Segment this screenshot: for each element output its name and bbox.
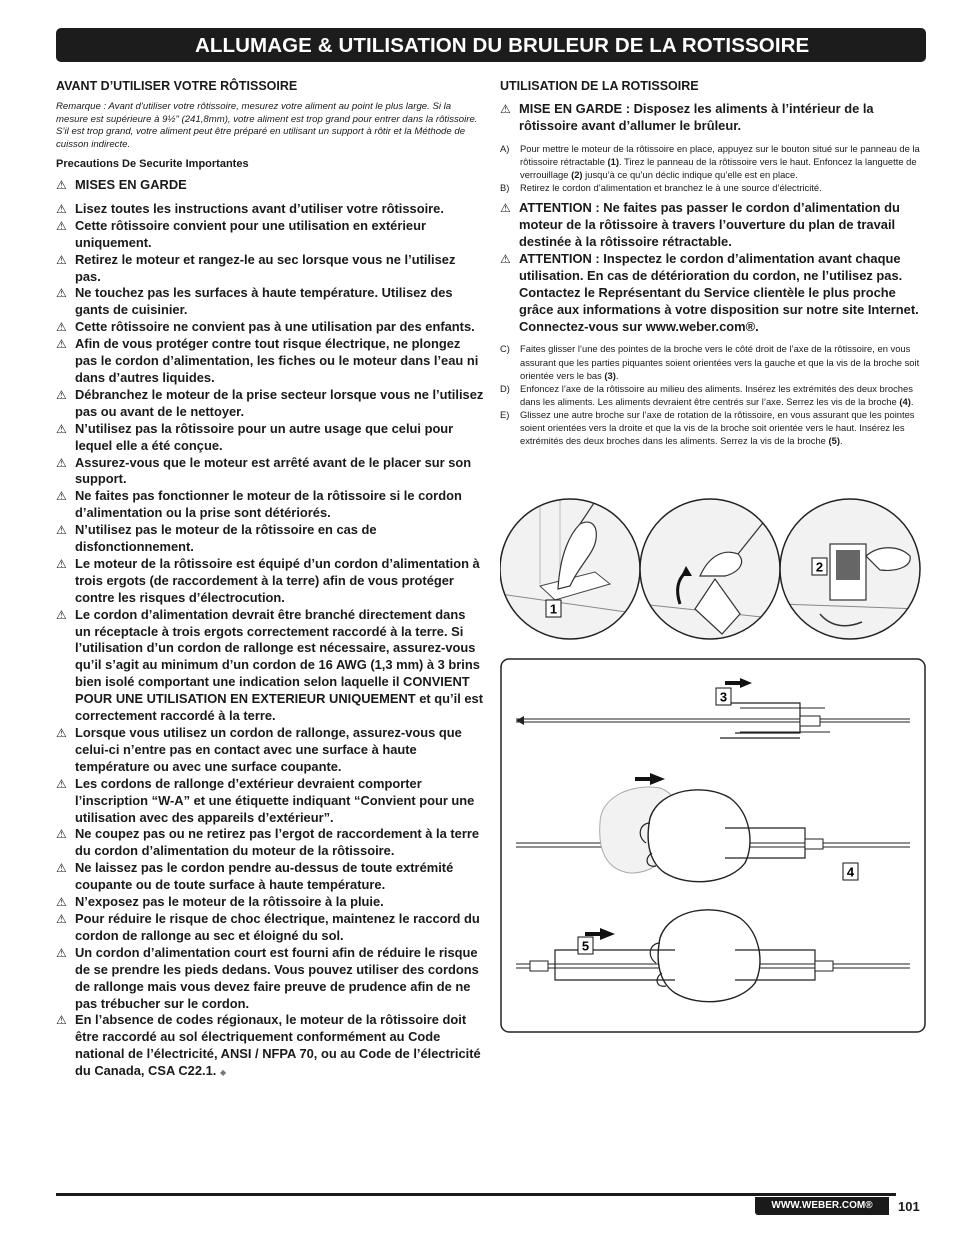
warning-item: ⚠ MISE EN GARDE : Disposez les aliments à l’intérieur de la rôtissoire avant d’allumer le brûleur. xyxy=(500,101,874,133)
footer-website: WWW.WEBER.COM® xyxy=(755,1197,889,1215)
warning-icon: ⚠ xyxy=(56,776,67,791)
section-heading-using-rotisserie: UTILISATION DE LA ROTISSOIRE xyxy=(500,79,699,93)
page-title: ALLUMAGE & UTILISATION DU BRULEUR DE LA ROTISSOIRE xyxy=(56,28,926,62)
callout-label-4 xyxy=(843,863,858,880)
section-heading-before-use: AVANT D’UTILISER VOTRE RÔTISSOIRE xyxy=(56,79,298,93)
motor-installation-illustration xyxy=(500,494,926,644)
warning-icon: ⚠ xyxy=(56,726,67,740)
warning-item: ⚠ Ne laissez pas le cordon pendre au-dessus de toute extrémité coupante ou de toute surface à haute température. xyxy=(56,860,454,893)
warning-icon: ⚠ xyxy=(56,489,67,504)
warning-icon: ⚠ xyxy=(56,201,67,216)
warning-item: ⚠ ATTENTION : Inspectez le cordon d’alimentation avant chaque utilisation. En cas de détérioration du cordon, ne l’utilisez pas. Contactez le Représentant du Service clientèle le plus proche grâce aux informations à votre disposition sur notre site Internet. Connectez-vous sur www.weber.com®. xyxy=(500,250,919,334)
warning-icon: ⚠ xyxy=(56,911,67,926)
callout-label-1 xyxy=(546,600,561,617)
warning-icon: ⚠ xyxy=(500,251,511,266)
warning-icon: ⚠ xyxy=(500,102,511,116)
svg-text:3: 3 xyxy=(719,689,728,705)
warning-item: ⚠ Lisez toutes les instructions avant d’utiliser votre rôtissoire. xyxy=(56,200,444,216)
warning-icon: ⚠ xyxy=(56,252,67,267)
warning-item: ⚠ Ne coupez pas ou ne retirez pas l’ergot de raccordement à la terre du cordon d’alimentation du moteur de la rôtissoire. xyxy=(56,826,480,859)
warning-item: ⚠ Afin de vous protéger contre tout risque électrique, ne plongez pas le cordon d’alimentation, les fiches ou le moteur dans l’eau ni dans d’autres liquides. xyxy=(56,336,479,385)
spit-fork-assembly-illustration xyxy=(500,658,926,1033)
warning-icon: ⚠ xyxy=(56,1013,67,1028)
warning-icon: ⚠ xyxy=(56,286,67,301)
svg-text:2: 2 xyxy=(815,559,824,575)
warning-item: ⚠ Lorsque vous utilisez un cordon de rallonge, assurez-vous que celui-ci n’entre pas en contact avec une surface à haute température ou avec une surface coupante. xyxy=(56,725,462,774)
callout-label-3 xyxy=(716,688,731,705)
warning-icon: ⚠ xyxy=(56,556,67,571)
warning-item: ⚠ N’utilisez pas le moteur de la rôtissoire en cas de disfonctionnement. xyxy=(56,522,377,555)
warning-item: ⚠ Pour réduire le risque de choc électrique, maintenez le raccord du cordon de rallonge au sec et éloigné du sol. xyxy=(56,910,480,943)
measurement-note: Remarque : Avant d’utiliser votre rôtissoire, mesurez votre aliment au point le plus large. Si la mesure est supérieure à 9½" (241,8mm), votre aliment est trop grand pour entrer dans la rôtissoire. S’il est trop grand, votre aliment peut être préparé en utilisant un support à rôtir et la Méthode de cuisson indirecte. xyxy=(56,101,478,150)
warning-item: ⚠ Un cordon d’alimentation court est fourni afin de réduire le risque de se prendre les pieds dedans. Vous pouvez utiliser des cordons de rallonge mais vous devez faire preuve de prudence afin de ne pas trébucher sur le cordon. xyxy=(56,944,479,1011)
warning-icon: ⚠ xyxy=(56,827,67,842)
warning-icon: ⚠ xyxy=(56,178,67,192)
warning-icon: ⚠ xyxy=(56,421,67,436)
panel-lift-circle xyxy=(640,494,780,644)
warning-item: ⚠ Débranchez le moteur de la prise secteur lorsque vous ne l’utilisez pas ou avant de le nettoyer. xyxy=(56,386,484,419)
warning-item: ⚠ ATTENTION : Ne faites pas passer le cordon d’alimentation du moteur de la rôtissoire à travers l’ouverture du plan de travail destinée à la rôtissoire rétractable. xyxy=(500,200,900,249)
warning-icon: ⚠ xyxy=(56,861,67,876)
warning-item: ⚠ Cette rôtissoire ne convient pas à une utilisation par des enfants. xyxy=(56,319,475,335)
warning-item: ⚠ N’exposez pas le moteur de la rôtissoire à la pluie. xyxy=(56,894,384,910)
callout-label-2 xyxy=(812,558,827,575)
panel-button-circle xyxy=(500,494,640,644)
step-d: D) Enfoncez l’axe de la rôtissoire au milieu des aliments. Insérez les extrémités des deux broches dans les aliments. Les aliments devraient être centrés sur l’axe. Serrez les vis de la broche (4). xyxy=(500,382,914,407)
warning-icon: ⚠ xyxy=(56,607,67,622)
precautions-subheading: Precautions De Securite Importantes xyxy=(56,158,249,170)
callout-label-5 xyxy=(578,937,593,954)
warning-list xyxy=(56,201,484,1082)
warning-item: ⚠ Ne touchez pas les surfaces à haute température. Utilisez des gants de cuisinier. xyxy=(56,285,453,318)
warning-item: ⚠ Le cordon d’alimentation devrait être branché directement dans un réceptacle à trois ergots correctement raccordé à la terre. Si l’utilisation d’un cordon de rallonge est nécessaire, assurez-vous qu’il s’agit au minimum d’un cordon de 16 AWG (1,3 mm) à 3 brins bien isolé comportant une indication selon laquelle il CONVIENT POUR UNE UTILISATION EN EXTERIEUR UNIQUEMENT et qu’il est correctement raccordé à la terre. xyxy=(56,606,483,724)
warning-icon: ⚠ xyxy=(56,387,67,402)
svg-text:5: 5 xyxy=(581,938,590,954)
warning-icon: ⚠ xyxy=(56,523,67,538)
warning-item: ⚠ Le moteur de la rôtissoire est équipé d’un cordon d’alimentation à trois ergots (de raccordement à la terre) afin de vous protéger contre les risques d’électrocution. xyxy=(56,555,480,605)
warning-item: ⚠ Cette rôtissoire convient pour une utilisation en extérieur uniquement. xyxy=(56,217,426,250)
step-e: E) Glissez une autre broche sur l’axe de rotation de la rôtissoire, en vous assurant que les pointes soient orientées vers la droite et que la vis de la broche soit orientée vers le haut. Insérez les extrémités des deux broches dans les aliments. Serrez la vis de la broche (5). xyxy=(500,408,915,447)
right-column xyxy=(500,79,928,447)
warning-icon: ⚠ xyxy=(500,201,511,216)
step-a: A) Pour mettre le moteur de la rôtissoire en place, appuyez sur le bouton situé sur le panneau de la rôtissoire rétractable (1). Tirez le panneau de la rôtissoire vers le haut. Enfoncez la languette de verrouillage (2) jusqu’à ce qu’un déclic indique qu’elle est en place. xyxy=(500,142,920,180)
warning-item: ⚠ Retirez le moteur et rangez-le au sec lorsque vous ne l’utilisez pas. xyxy=(56,251,456,284)
svg-text:1: 1 xyxy=(549,601,558,617)
step-b: B) Retirez le cordon d’alimentation et branchez le à une source d’électricité. xyxy=(500,182,822,194)
warning-item: ⚠ Assurez-vous que le moteur est arrêté avant de le placer sur son support. xyxy=(56,454,472,487)
warning-icon: ⚠ xyxy=(56,895,67,910)
page-number: 101 xyxy=(898,1199,920,1214)
svg-text:4: 4 xyxy=(846,864,855,880)
warning-icon: ⚠ xyxy=(56,320,67,335)
warning-item: ⚠ Les cordons de rallonge d’extérieur devraient comporter l’inscription “W-A” et une étiquette indiquant “Convient pour une utilisation avec des appareils d’extérieur”. xyxy=(56,775,475,825)
step-c: C) Faites glisser l’une des pointes de la broche vers le côté droit de l’axe de la rôtissoire, en vous assurant que les parties piquantes soient orientées vers la gauche et que la vis de la broche soit orientée vers le bas (3). xyxy=(500,343,920,381)
warnings-heading: ⚠ MISES EN GARDE xyxy=(56,177,187,192)
end-of-section-diamond-icon: ◆ xyxy=(219,1068,227,1078)
warning-item: ⚠ En l’absence de codes régionaux, le moteur de la rôtissoire doit être raccordé au sol électriquement conformément au Code national de l’électricité, ANSI / NFPA 70, ou au Code de l’électricité du Canada, CSA C22.1. ◆ xyxy=(56,1012,484,1082)
left-column xyxy=(56,79,484,1082)
warning-icon: ⚠ xyxy=(56,218,67,233)
footer-rule xyxy=(56,1193,896,1196)
warning-icon: ⚠ xyxy=(56,455,67,470)
warning-icon: ⚠ xyxy=(56,337,67,352)
locking-tab-circle xyxy=(780,494,920,644)
warning-item: ⚠ N’utilisez pas la rôtissoire pour un autre usage que celui pour lequel elle a été conçue. xyxy=(56,420,454,453)
warning-icon: ⚠ xyxy=(56,945,67,960)
warning-item: ⚠ Ne faites pas fonctionner le moteur de la rôtissoire si le cordon d’alimentation ou la prise sont détériorés. xyxy=(56,488,462,521)
